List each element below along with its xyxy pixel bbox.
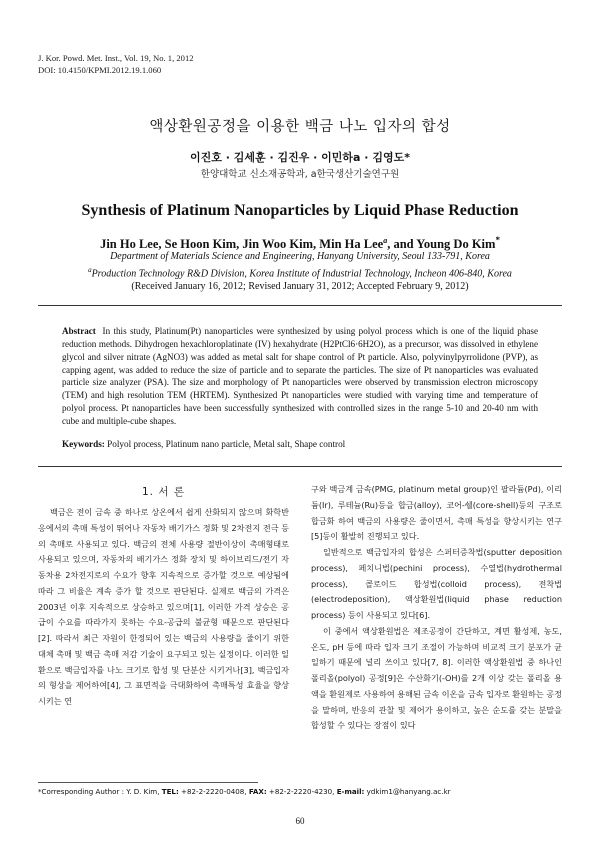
affil2-text: Production Technology R&D Division, Korea Institute of Industrial Technology, Incheon 406-840, Korea: [91, 268, 512, 280]
english-affiliation-2: [0, 266, 600, 279]
keywords-label: Keywords:: [62, 439, 105, 449]
abstract-text: In this study, Platinum(Pt) nanoparticles were synthesized by using polyol process which is one of the liquid phase reduction methods. Dihydrogen hexachloroplatinate (IV) hexahydrate (H2PtCl6·6H2O), as a precursor, was dissolved in ethylene glycol and silver nitrate (AgNO3) was added as metal salt for shape control of Pt particle. Also, polyvinylpyrrolidone (PVP), as capping agent, was added to reduce the size of particle and to separate the particles. The size of Pt nanoparticles was evaluated particle size analyzer (PSA). The size and morphology of Pt nanoparticles were observed by transmission electron microscopy (TEM) and high resolution TEM (HRTEM). Synthesized Pt nanoparticles were studied with varying time and temperature of polyol process. Pt nanoparticles have been successfully synthesized with controlled sizes in the range 5-10 and 20-40 nm with cube and multiple-cube shapes.: [62, 326, 538, 426]
english-affiliation-1: Department of Materials Science and Engineering, Hanyang University, Seoul 133-791, Korea: [110, 251, 490, 262]
korean-title: 액상환원공정을 이용한 백금 나노 입자의 합성: [149, 119, 451, 135]
keywords: [62, 439, 538, 449]
fax-label: FAX:: [248, 787, 267, 796]
korean-authors: 이진호 · 김세훈 · 김진우 · 이민하a · 김영도*: [190, 151, 410, 164]
email-value: ydkim1@hanyang.ac.kr: [364, 787, 451, 796]
journal-doi: DOI: 10.4150/KPMI.2012.19.1.060: [38, 64, 162, 75]
section-heading: 1. 서 론: [142, 486, 185, 498]
corresponding-mark: *: [495, 235, 500, 245]
received-dates: (Received January 16, 2012; Revised January 31, 2012; Accepted February 9, 2012): [131, 281, 469, 292]
english-title: Synthesis of Platinum Nanoparticles by Liquid Phase Reduction: [81, 202, 519, 219]
journal-info: [38, 53, 194, 76]
abstract-divider: [38, 466, 562, 467]
fax-value: +82-2-2220-4230,: [266, 787, 337, 796]
authors-main: Jin Ho Lee, Se Hoon Kim, Jin Woo Kim, Min Ha Lee: [100, 237, 384, 252]
top-divider: [38, 305, 562, 306]
intro-paragraph-3: 이 중에서 액상환원법은 제조공정이 간단하고, 계면 활성제, 농도, 온도, pH 등에 따라 입자 크기 조절이 가능하며 비교적 크기 분포가 균일하기 때문에 널리 쓰이고 있다[7, 8]. 이러한 액상환원법 중 하나인 폴리올(polyol) 공정[9]은 수산화기(-OH)를 2개 이상 갖는 폴리올 용액을 환원제로 사용하여 용해된 금속 이온을 금속 입자로 환원하는 공정을 말하며, 반응의 관찰 및 제어가 용이하고, 높은 순도를 갖는 분말을 합성할 수 있다는 장점이 있다: [311, 625, 562, 731]
right-column: [311, 482, 562, 734]
tel-value: +82-2-2220-0408,: [178, 787, 249, 796]
footnote-prefix: *Corresponding Author : Y. D. Kim,: [38, 787, 162, 796]
left-column: [38, 482, 289, 710]
affil2-mark: a: [88, 266, 92, 274]
intro-paragraph-2: 일반적으로 백금입자의 합성은 스퍼터증착법(sputter deposition process), 페치니법(pechini process), 수열법(hydrothermal process), 콜로이드 합성법(colloid process), 전착법(electrodeposition), 액상환원법(liquid phase reduction process) 등이 사용되고 있다[6].: [311, 547, 562, 620]
tel-label: TEL:: [161, 787, 179, 796]
english-authors: [0, 235, 600, 252]
email-label: E-mail:: [336, 787, 365, 796]
intro-paragraph-1: 백금은 전이 금속 중 하나로 상온에서 쉽게 산화되지 않으며 화학반응에서의 촉매 특성이 뛰어나 자동차 배기가스 정화 및 2차전지 전극 등의 촉매로 사용되고 있다. 백금의 전체 사용량 절반이상이 촉매형태로 사용되고 있으며, 자동차의 배기가스 정화 장치 및 하이브리드/전기 자동차용 2차전지로의 수요가 향후 지속적으로 증가할 것으로 예상됨에 따라 그 비율은 계속 증가 할 것으로 판단된다. 실제로 백금의 가격은 2003년 이후 지속적으로 상승하고 있으며[1], 이러한 가격 상승은 공급이 수요를 따라가지 못하는 수요-공급의 불균형 때문으로 판단된다[2]. 따라서 최근 자원이 한정되어 있는 백금의 사용량을 줄이기 위한 대체 촉매 및 백금 촉매 저감 기술이 요구되고 있는 실정이다. 이러한 일환으로 백금입자를 나노 크기로 합성 및 단분산 시키거나[3], 백금입자의 형상을 제어하여[4], 그 표면적을 극대화하여 촉매특성 효율을 향상시키는 연: [38, 507, 289, 706]
page-number: 60: [295, 816, 305, 826]
korean-affiliation: 한양대학교 신소재공학과, a한국생산기술연구원: [200, 169, 400, 180]
footnote-divider: [38, 782, 258, 783]
authors-affil-mark: a: [383, 236, 388, 245]
keywords-text: Polyol process, Platinum nano particle, Metal salt, Shape control: [107, 439, 346, 449]
journal-citation: J. Kor. Powd. Met. Inst., Vol. 19, No. 1, 2012: [38, 53, 194, 63]
abstract: [62, 325, 538, 428]
authors-tail: , and Young Do Kim: [387, 237, 496, 252]
intro-paragraph-1-cont: 구와 백금계 금속(PMG, platinum metal group)인 팔라듐(Pd), 이리듐(Ir), 루테늄(Ru)등을 합금(alloy), 코어-쉘(core-shell)등의 구조로 합금화 하여 백금의 사용량은 줄이면서, 촉매 특성을 향상시키는 연구[5]등이 활발히 진행되고 있다.: [311, 484, 562, 542]
abstract-label: Abstract: [62, 326, 96, 336]
corresponding-author-footnote: [38, 787, 451, 796]
